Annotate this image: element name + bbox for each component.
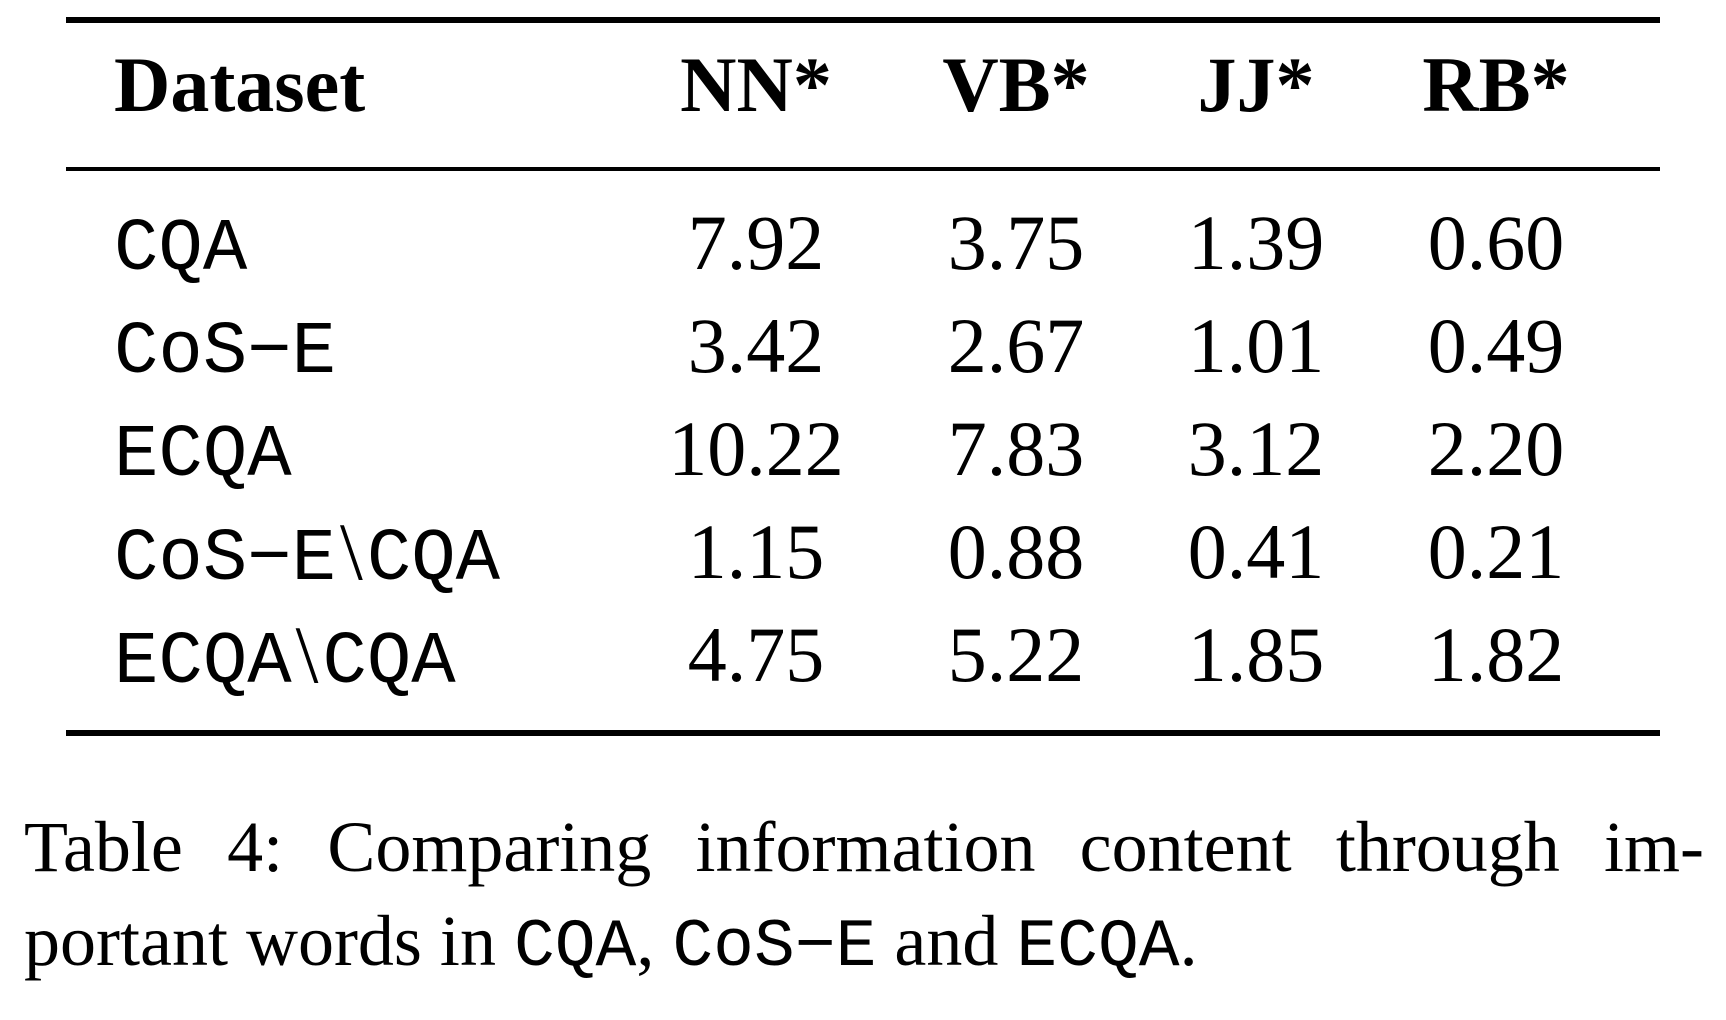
row-rb: 0.60 xyxy=(1427,199,1565,286)
header-vb: VB* xyxy=(942,41,1090,128)
row-jj: 1.39 xyxy=(1187,199,1325,286)
dataset-name: CQA xyxy=(114,208,248,292)
dataset-name: ECQA xyxy=(114,414,292,498)
row-nn: 1.15 xyxy=(687,508,825,595)
dataset-name: ECQA xyxy=(114,621,292,705)
row-dataset xyxy=(114,605,456,705)
caption-separator-and: and xyxy=(894,901,999,981)
row-nn: 10.22 xyxy=(668,405,844,492)
caption-separator: , xyxy=(636,901,655,981)
row-dataset xyxy=(114,296,336,396)
header-dataset: Dataset xyxy=(114,41,366,128)
dataset-name: CoS−E xyxy=(114,311,337,395)
header-nn: NN* xyxy=(680,41,832,128)
caption-label: Table 4: xyxy=(24,807,284,887)
table-header-row xyxy=(66,35,1660,135)
row-vb: 2.67 xyxy=(947,302,1085,389)
dataset-name: CoS−E xyxy=(114,518,337,602)
row-vb: 5.22 xyxy=(947,611,1085,698)
table-row xyxy=(66,605,1660,705)
setminus-symbol: \ xyxy=(340,506,363,597)
row-jj: 0.41 xyxy=(1187,508,1325,595)
row-jj: 1.85 xyxy=(1187,611,1325,698)
table-bottom-rule xyxy=(66,730,1660,736)
row-vb: 7.83 xyxy=(947,405,1085,492)
caption-dataset-ecqa: ECQA xyxy=(1016,909,1180,986)
caption-dataset-cose: CoS−E xyxy=(672,909,877,986)
row-rb: 1.82 xyxy=(1427,611,1565,698)
dataset-name: CQA xyxy=(366,518,501,602)
caption-end: . xyxy=(1179,901,1198,981)
dataset-name: CQA xyxy=(322,621,456,705)
row-nn: 7.92 xyxy=(687,199,825,286)
row-rb: 0.49 xyxy=(1427,302,1565,389)
row-dataset xyxy=(114,193,247,293)
row-rb: 0.21 xyxy=(1427,508,1565,595)
row-vb: 0.88 xyxy=(947,508,1085,595)
caption-dataset-cqa: CQA xyxy=(513,909,637,986)
table-row xyxy=(66,193,1660,293)
table-row xyxy=(66,399,1660,499)
row-rb: 2.20 xyxy=(1427,405,1565,492)
header-jj: JJ* xyxy=(1197,41,1315,128)
table-caption xyxy=(24,800,1704,995)
row-jj: 3.12 xyxy=(1187,405,1325,492)
header-rb: RB* xyxy=(1422,41,1570,128)
caption-text: Comparing information content through im-portant words in xyxy=(24,807,1705,981)
table-header-rule xyxy=(66,167,1660,171)
row-jj: 1.01 xyxy=(1187,302,1325,389)
row-vb: 3.75 xyxy=(947,199,1085,286)
table-top-rule xyxy=(66,17,1660,23)
table-row xyxy=(66,502,1660,602)
row-nn: 3.42 xyxy=(687,302,825,389)
table-row xyxy=(66,296,1660,396)
row-dataset xyxy=(114,502,500,602)
row-nn: 4.75 xyxy=(687,611,825,698)
setminus-symbol: \ xyxy=(295,609,319,700)
row-dataset xyxy=(114,399,292,499)
